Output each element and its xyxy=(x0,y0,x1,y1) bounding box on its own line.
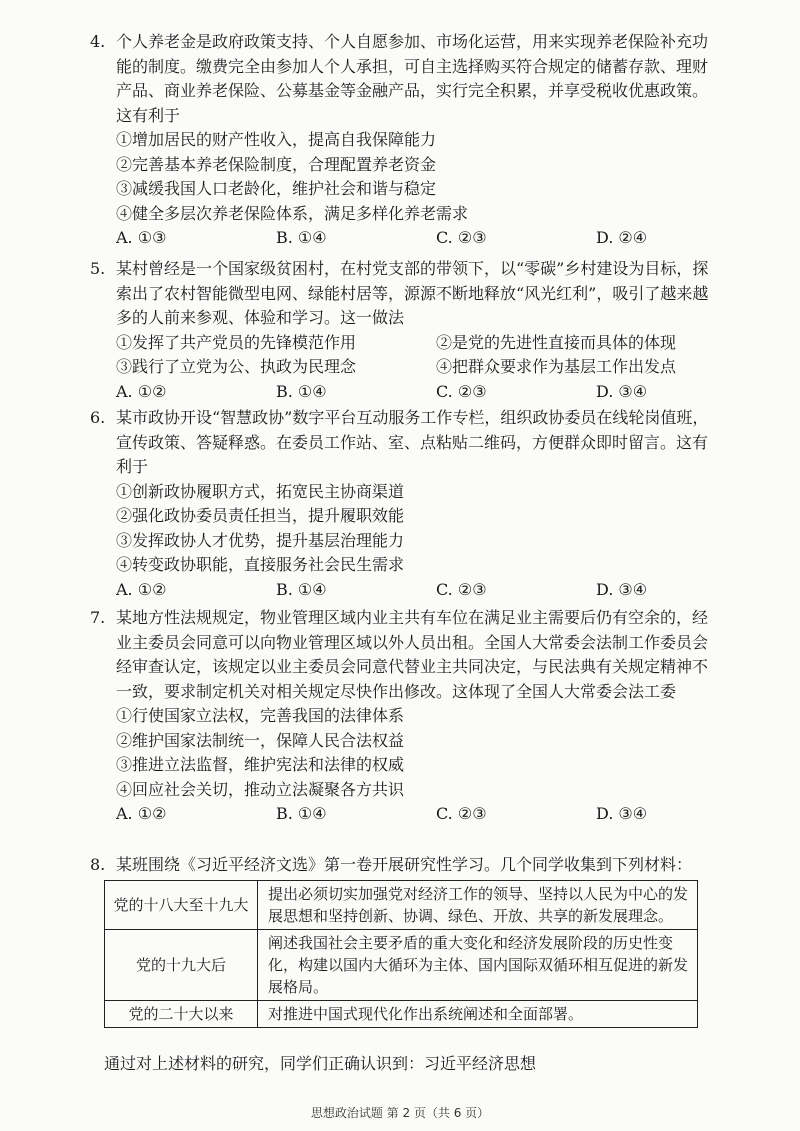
question-8-conclusion: 通过对上述材料的研究，同学们正确认识到：习近平经济思想 xyxy=(104,1054,537,1073)
question-number: 8. xyxy=(90,855,106,874)
question-8 xyxy=(90,853,720,878)
option-3: ③发挥政协人才优势，提升基层治理能力 xyxy=(116,530,405,550)
option-4: ④把群众要求作为基层工作出发点 xyxy=(436,357,677,376)
option-1: ①行使国家立法权，完善我国的法律体系 xyxy=(116,706,405,725)
choice-c: C. ②③ xyxy=(436,381,487,401)
question-number: 6. xyxy=(90,408,106,427)
choice-a: A. ①② xyxy=(116,381,167,401)
period-cell: 党的二十大以来 xyxy=(105,1001,258,1028)
option-2: ②完善基本养老保险制度，合理配置养老资金 xyxy=(116,154,437,174)
choice-c: C. ②③ xyxy=(436,228,487,247)
option-3: ③减缓我国人口老龄化，维护社会和谐与稳定 xyxy=(116,179,437,198)
period-cell: 党的十九大后 xyxy=(105,930,258,1001)
question-number: 4. xyxy=(90,32,106,51)
option-3: ③践行了立党为公、执政为民理念 xyxy=(116,357,357,376)
choice-c: C. ②③ xyxy=(436,579,487,599)
table-row xyxy=(105,881,698,930)
answer-choices xyxy=(116,226,720,251)
option-1: ①增加居民的财产性收入，提高自我保障能力 xyxy=(116,130,437,149)
table-row xyxy=(105,930,698,1001)
option-1: ①发挥了共产党员的先锋模范作用 xyxy=(116,332,357,352)
choice-a: A. ①② xyxy=(116,579,167,599)
choice-d: D. ③④ xyxy=(596,804,648,823)
choice-b: B. ①④ xyxy=(276,804,327,823)
page-footer: 思想政治试题 第 2 页（共 6 页） xyxy=(310,1106,490,1120)
option-4: ④回应社会关切，推动立法凝聚各方共识 xyxy=(116,779,405,799)
option-4: ④健全多层次养老保险体系，满足多样化养老需求 xyxy=(116,203,469,223)
option-2: ②维护国家法制统一，保障人民合法权益 xyxy=(116,730,405,750)
choice-d: D. ②④ xyxy=(596,228,648,247)
table-row xyxy=(105,1001,698,1028)
option-3: ③推进立法监督，维护宪法和法律的权威 xyxy=(116,755,405,774)
question-4 xyxy=(90,30,720,251)
option-4: ④转变政协职能，直接服务社会民生需求 xyxy=(116,555,405,574)
choice-a: A. ①② xyxy=(116,804,167,823)
content-cell: 阐述我国社会主要矛盾的重大变化和经济发展阶段的历史性变化，构建以国内大循环为主体、国内国际双循环相互促进的新发展格局。 xyxy=(258,930,698,1001)
question-stem: 某地方性法规规定，物业管理区域内业主共有车位在满足业主需要后仍有空余的，经业主委员会同意可以向物业管理区域以外人员出租。全国人大常委会法制工作委员会经审查认定，该规定以业主委员会同意代替业主共同决定，与民法典有关规定精神不一致，要求制定机关对相关规定尽快作出修改。这体现了全国人大常委会法工委 xyxy=(116,608,709,701)
question-stem: 某村曾经是一个国家级贫困村，在村党支部的带领下，以“零碳”乡村建设为目标，探索出了农村智能微型电网、绿能村居等，源源不断地释放“风光红利”，吸引了越来越多的人前来参观、体验和学习。这一做法 xyxy=(116,259,709,327)
choice-a: A. ①③ xyxy=(116,228,167,247)
option-1: ①创新政协履职方式，拓宽民主协商渠道 xyxy=(116,481,405,501)
content-cell: 提出必须切实加强党对经济工作的领导、坚持以人民为中心的发展思想和坚持创新、协调、绿色、开放、共享的新发展理念。 xyxy=(258,881,698,930)
material-table xyxy=(104,880,698,1028)
choice-c: C. ②③ xyxy=(436,804,487,823)
question-number: 5. xyxy=(90,259,106,278)
choice-b: B. ①④ xyxy=(276,381,327,401)
question-number: 7. xyxy=(90,608,106,627)
question-stem: 某班围绕《习近平经济文选》第一卷开展研究性学习。几个同学收集到下列材料： xyxy=(116,855,693,874)
option-2: ②是党的先进性直接而具体的体现 xyxy=(436,332,677,352)
options-grid xyxy=(116,331,720,380)
answer-choices xyxy=(116,380,720,405)
content-cell: 对推进中国式现代化作出系统阐述和全面部署。 xyxy=(258,1001,698,1028)
question-6 xyxy=(90,406,720,602)
question-7 xyxy=(90,606,720,827)
choice-d: D. ③④ xyxy=(596,381,648,401)
choice-d: D. ③④ xyxy=(596,579,648,599)
option-2: ②强化政协委员责任担当，提升履职效能 xyxy=(116,506,405,525)
question-5 xyxy=(90,257,720,404)
question-stem: 某市政协开设“智慧政协”数字平台互动服务工作专栏，组织政协委员在线轮岗值班，宣传政策、答疑释惑。在委员工作站、室、点粘贴二维码，方便群众即时留言。这有利于 xyxy=(116,408,709,476)
period-cell: 党的十八大至十九大 xyxy=(105,881,258,930)
choice-b: B. ①④ xyxy=(276,228,327,247)
question-stem: 个人养老金是政府政策支持、个人自愿参加、市场化运营，用来实现养老保险补充功能的制度。缴费完全由参加人个人承担，可自主选择购买符合规定的储蓄存款、理财产品、商业养老保险、公募基金等金融产品，实行完全积累，并享受税收优惠政策。这有利于 xyxy=(116,32,709,125)
choice-b: B. ①④ xyxy=(276,579,327,599)
answer-choices xyxy=(116,578,720,603)
answer-choices xyxy=(116,802,720,827)
